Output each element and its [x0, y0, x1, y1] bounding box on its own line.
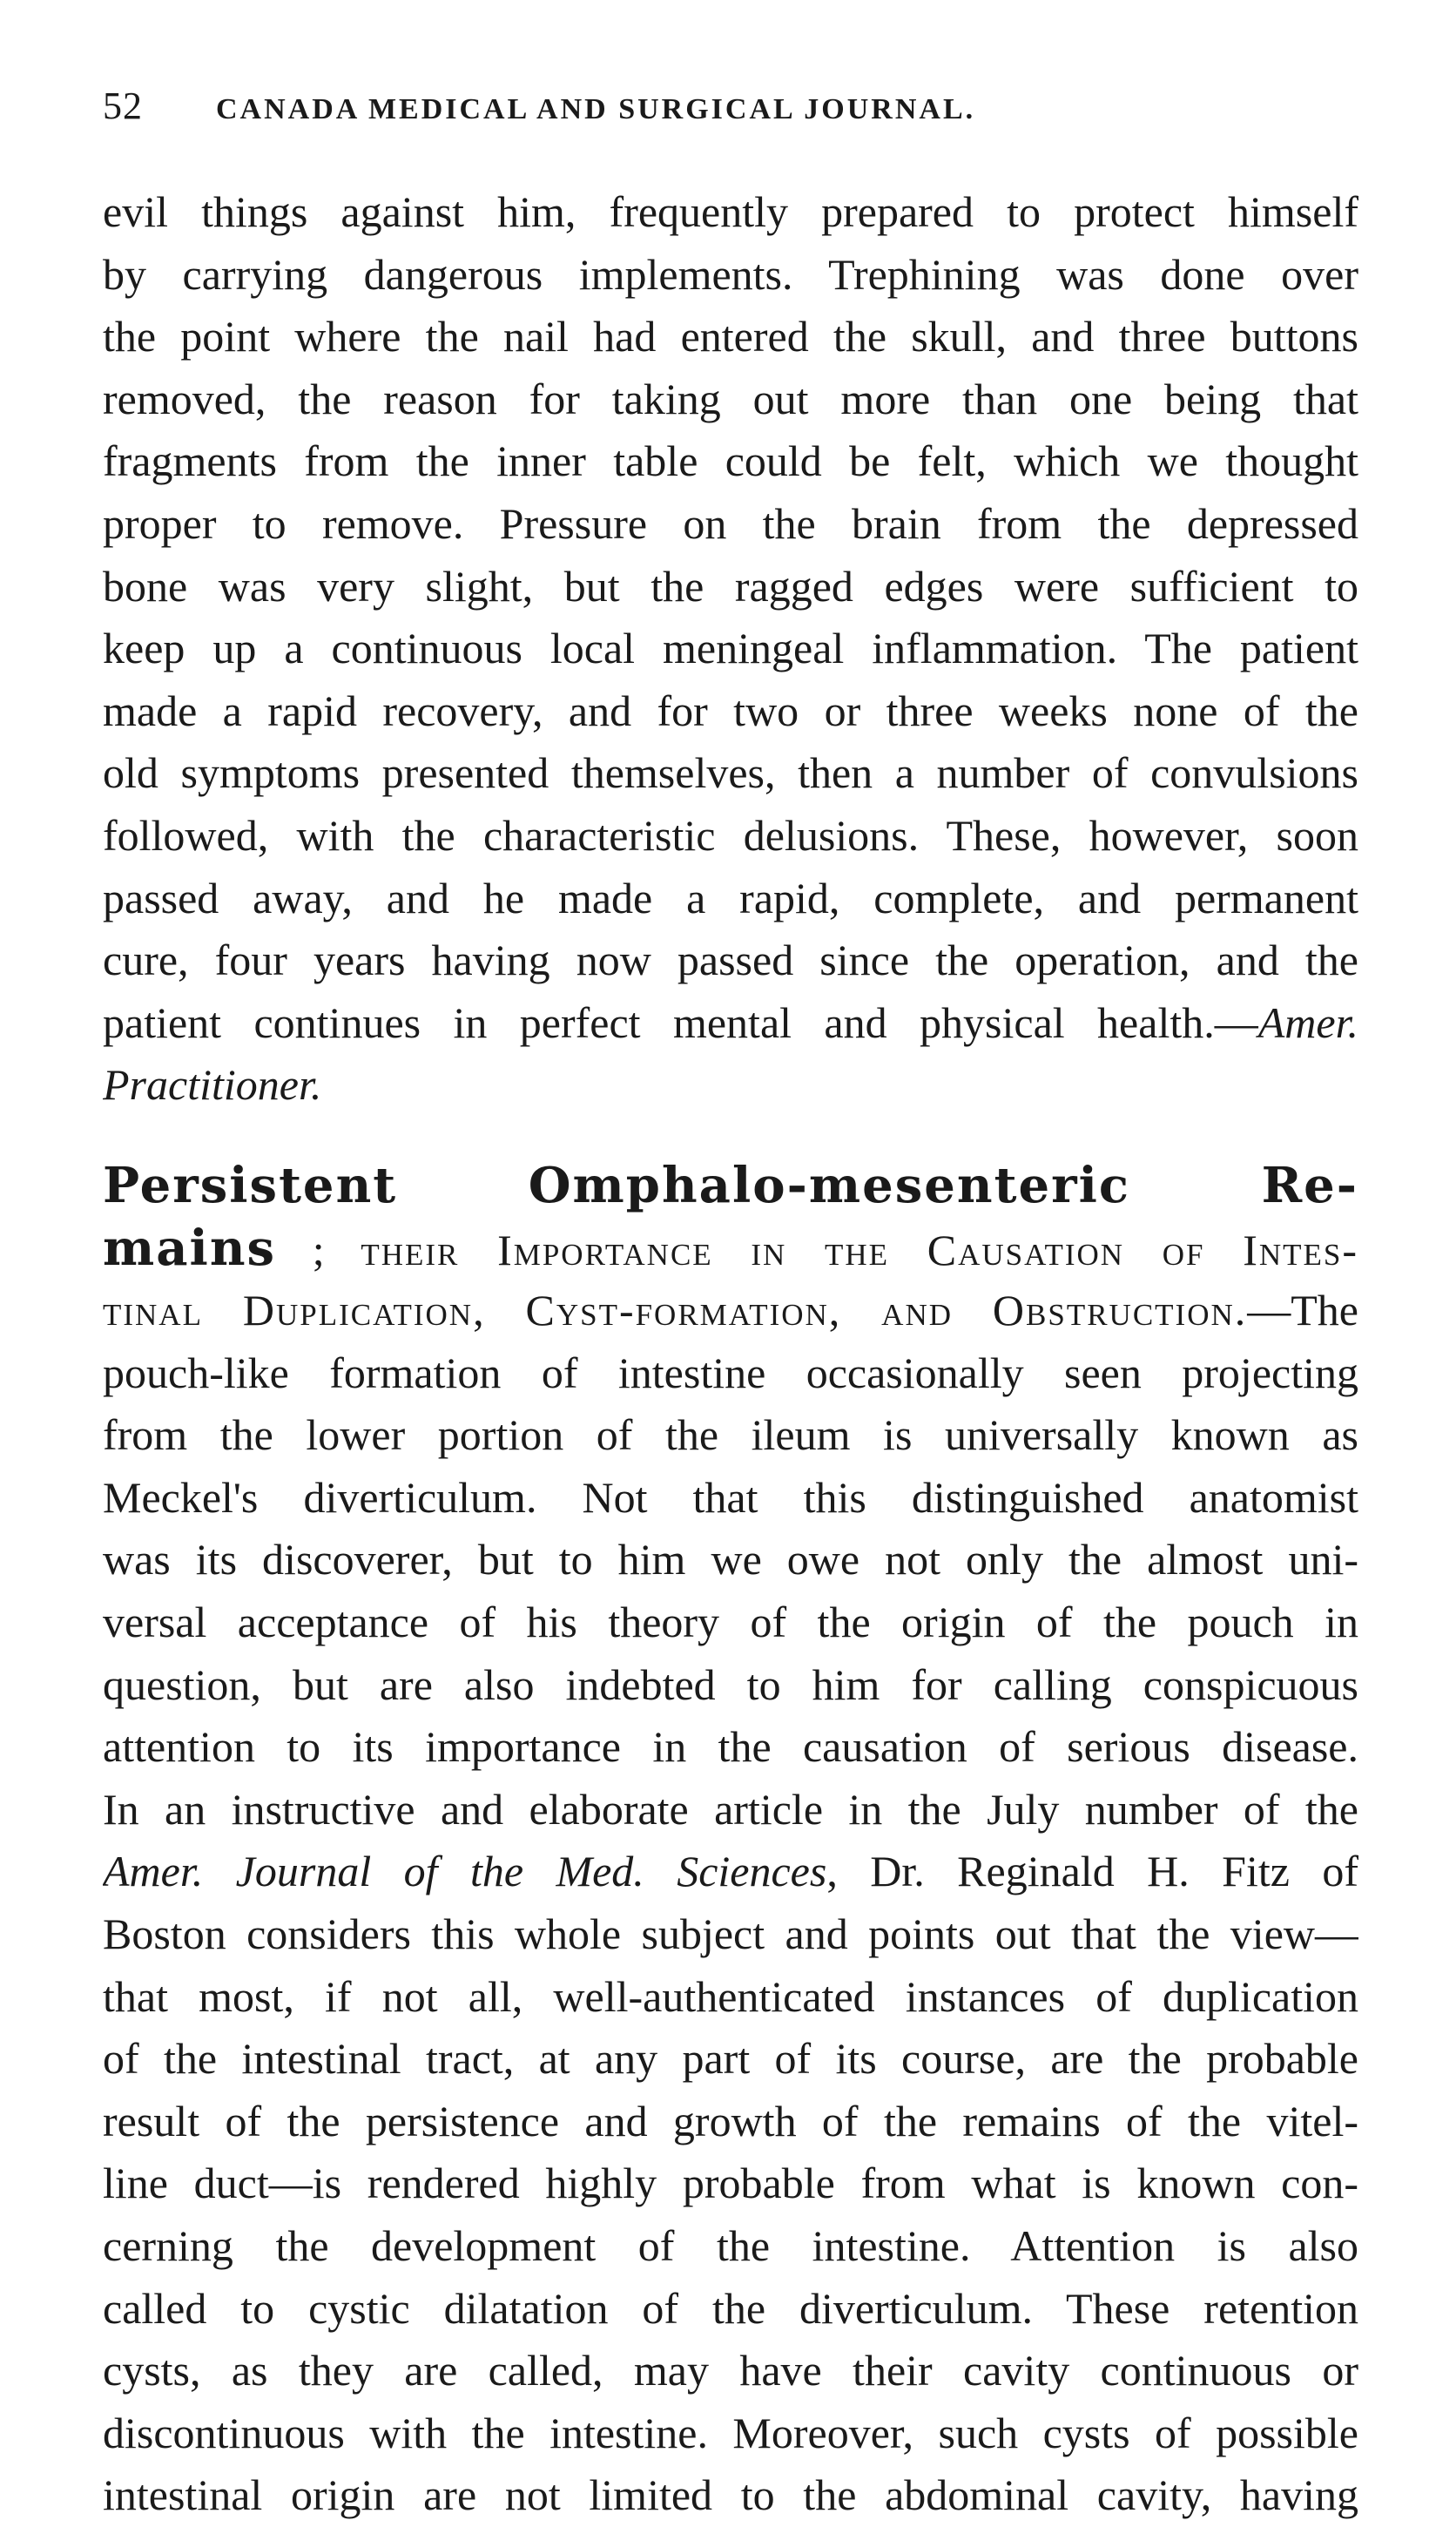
- text-line: keep up a continuous local meningeal inflammation. The patient: [103, 624, 1358, 673]
- text-line: result of the persistence and growth of the remains of the vitel-: [103, 2096, 1358, 2145]
- article-title: mains: [103, 1219, 277, 1277]
- text-line: cerning the development of the intestine. Attention is also: [103, 2221, 1358, 2270]
- text-line: by carrying dangerous implements. Trephining was done over: [103, 249, 1358, 299]
- article-section: [103, 1155, 1358, 2527]
- text-line: In an instructive and elaborate article in the July number of the: [103, 1784, 1358, 1834]
- journal-reference: Amer. Journal of the Med. Sciences: [103, 1847, 827, 1896]
- text-line: was its discoverer, but to him we owe not only the almost uni-: [103, 1535, 1358, 1584]
- text-line: [103, 1054, 1358, 1117]
- text-line: called to cystic dilatation of the diverticulum. These retention: [103, 2283, 1358, 2333]
- text-line: bone was very slight, but the ragged edges were sufficient to: [103, 561, 1358, 611]
- text-line: old symptoms presented themselves, then a number of convulsions: [103, 748, 1358, 798]
- article-subtitle: their Importance in the Causation of Intes-: [361, 1225, 1358, 1274]
- text-line: removed, the reason for taking out more than one being that: [103, 374, 1358, 423]
- text-line: the point where the nail had entered the skull, and three buttons: [103, 312, 1358, 361]
- text-line: cysts, as they are called, may have their cavity continuous or: [103, 2346, 1358, 2395]
- title-separator: ;: [276, 1225, 361, 1274]
- paragraph-continuation: [103, 181, 1358, 1117]
- text-span: , Dr. Reginald H. Fitz of: [826, 1847, 1358, 1896]
- text-line: [103, 1841, 1358, 1903]
- running-head: [103, 84, 1358, 138]
- text-line: cure, four years having now passed since the operation, and the: [103, 936, 1358, 985]
- text-line: followed, with the characteristic delusions. These, however, soon: [103, 810, 1358, 860]
- text-line: proper to remove. Pressure on the brain from the depressed: [103, 498, 1358, 548]
- page-number: 52: [103, 84, 143, 127]
- citation-source: Practitioner.: [103, 1060, 322, 1110]
- journal-page: [103, 84, 1358, 2527]
- text-line: fragments from the inner table could be felt, which we thought: [103, 436, 1358, 486]
- text-line: versal acceptance of his theory of the origin of the pouch in: [103, 1598, 1358, 1647]
- article-subtitle-line: [103, 1218, 1358, 1280]
- article-title-line: [103, 1155, 1358, 1218]
- text-line: line duct—is rendered highly probable from what is known con-: [103, 2159, 1358, 2208]
- text-line: from the lower portion of the ileum is universally known as: [103, 1410, 1358, 1460]
- text-line: that most, if not all, well-authenticated instances of duplication: [103, 1971, 1358, 2021]
- text-line: [103, 1280, 1358, 1342]
- text-line: evil things against him, frequently prepared to protect himself: [103, 187, 1358, 236]
- text-line: question, but are also indebted to him for calling conspicuous: [103, 1659, 1358, 1709]
- citation-source: Amer.: [1257, 997, 1358, 1047]
- text-span: patient continues in perfect mental and physical health.—: [103, 997, 1258, 1047]
- journal-title: CANADA MEDICAL AND SURGICAL JOURNAL.: [216, 93, 976, 125]
- text-line: passed away, and he made a rapid, complete, and permanent: [103, 873, 1358, 922]
- article-title: Persistent Omphalo-mesenteric Re-: [103, 1156, 1358, 1214]
- text-line: of the intestinal tract, at any part of its course, are the probable: [103, 2034, 1358, 2084]
- text-line: attention to its importance in the causation of serious disease.: [103, 1722, 1358, 1772]
- text-line: made a rapid recovery, and for two or three weeks none of the: [103, 686, 1358, 735]
- article-subtitle: tinal Duplication, Cyst-formation, and Obstruction.: [103, 1286, 1248, 1335]
- text-line: pouch-like formation of intestine occasionally seen projecting: [103, 1348, 1358, 1397]
- text-span: —The: [1247, 1286, 1358, 1335]
- text-line: Meckel's diverticulum. Not that this distinguished anatomist: [103, 1472, 1358, 1522]
- text-line: discontinuous with the intestine. Moreover, such cysts of possible: [103, 2408, 1358, 2457]
- text-line: Boston considers this whole subject and points out that the view—: [103, 1909, 1358, 1959]
- text-line: [103, 992, 1358, 1055]
- text-line: intestinal origin are not limited to the abdominal cavity, having: [103, 2470, 1358, 2520]
